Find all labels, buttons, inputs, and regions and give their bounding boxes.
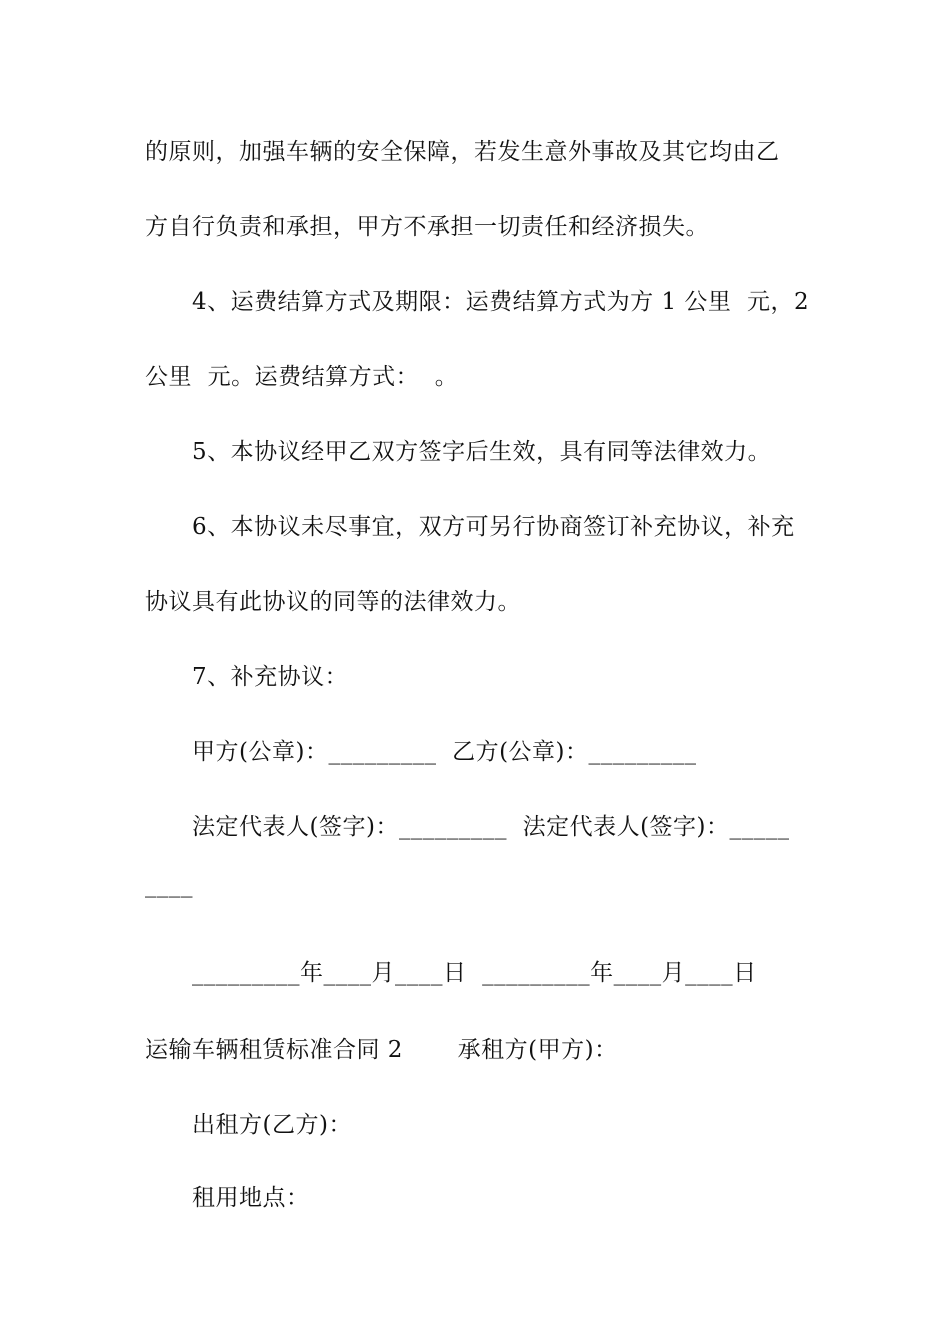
clause-7: 7、补充协议：	[192, 664, 349, 690]
clause-6-line-2: 协议具有此协议的同等的法律效力。	[145, 589, 521, 615]
paragraph-line-2: 方自行负责和承担，甲方不承担一切责任和经济损失。	[145, 214, 709, 240]
clause-4-line-2: 公里 元。运费结算方式： 。	[145, 364, 459, 390]
rental-location-line: 租用地点：	[192, 1185, 310, 1211]
clause-4-line-1: 4、运费结算方式及期限：运费结算方式为方 1 公里 元，2	[192, 289, 810, 315]
date-line: _________年____月____日 _________年____月____日	[192, 960, 757, 986]
clause-6-line-1: 6、本协议未尽事宜，双方可另行协商签订补充协议，补充	[192, 514, 795, 540]
signature-line-overflow: ____	[145, 872, 193, 898]
clause-5: 5、本协议经甲乙双方签字后生效，具有同等法律效力。	[192, 439, 772, 465]
seal-line: 甲方(公章)：_________ 乙方(公章)：_________	[192, 739, 697, 765]
signature-line: 法定代表人(签字)：_________ 法定代表人(签字)：_____	[192, 814, 790, 840]
paragraph-line-1: 的原则，加强车辆的安全保障，若发生意外事故及其它均由乙	[145, 139, 780, 165]
contract-title-line: 运输车辆租赁标准合同 2 承租方(甲方)：	[145, 1037, 618, 1063]
lessor-line: 出租方(乙方)：	[192, 1112, 352, 1138]
